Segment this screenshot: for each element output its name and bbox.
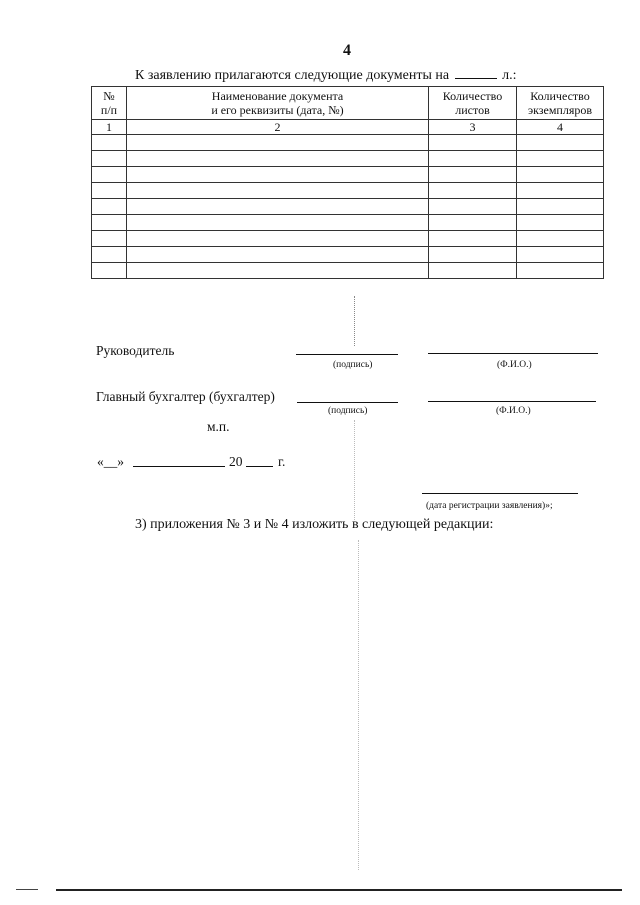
intro-suffix: л.: — [502, 68, 517, 83]
table-row — [92, 183, 604, 199]
accountant-name-line — [428, 401, 596, 402]
header-number — [92, 87, 127, 120]
header-line: Количество — [530, 89, 590, 103]
header-line: № — [103, 89, 115, 103]
table-cell — [517, 215, 604, 231]
documents-table — [91, 86, 604, 279]
table-cell: 1 — [92, 120, 127, 135]
table-cell — [517, 183, 604, 199]
table-cell — [92, 231, 127, 247]
table-cell — [429, 135, 517, 151]
table-row — [92, 231, 604, 247]
table-cell — [127, 263, 429, 279]
table-row — [92, 151, 604, 167]
header-line: п/п — [100, 103, 118, 117]
table-cell — [92, 183, 127, 199]
table-cell — [92, 167, 127, 183]
page-bottom-rule — [56, 889, 622, 891]
scan-artifact — [358, 540, 359, 870]
table-index-row — [92, 120, 604, 135]
table-cell — [517, 199, 604, 215]
header-line: Наименование документа — [211, 89, 344, 103]
accountant-signature-line — [297, 402, 398, 403]
table-row — [92, 135, 604, 151]
table-cell — [127, 215, 429, 231]
header-line: листов — [455, 103, 490, 117]
head-signature-line — [296, 354, 398, 355]
date-year-line — [246, 466, 273, 467]
date-day: «__» — [97, 454, 124, 469]
head-signature-caption: (подпись) — [333, 360, 373, 370]
date-year: 20 — [229, 454, 243, 469]
table-row — [92, 263, 604, 279]
sheets-count-blank — [455, 78, 497, 79]
table-cell — [127, 151, 429, 167]
table-cell — [127, 199, 429, 215]
table-cell — [127, 135, 429, 151]
table-cell — [517, 247, 604, 263]
table-cell: 4 — [517, 120, 604, 135]
table-cell — [92, 247, 127, 263]
table-cell — [517, 151, 604, 167]
table-cell: 2 — [127, 120, 429, 135]
table-cell — [92, 199, 127, 215]
table-cell — [429, 151, 517, 167]
head-label: Руководитель — [96, 343, 175, 358]
registration-date-line — [422, 493, 578, 494]
table-cell — [429, 263, 517, 279]
table-cell — [429, 215, 517, 231]
table-row — [92, 247, 604, 263]
header-copies — [517, 87, 604, 120]
accountant-signature-caption: (подпись) — [328, 406, 368, 416]
table-cell — [429, 183, 517, 199]
table-cell: 3 — [429, 120, 517, 135]
table-cell — [517, 167, 604, 183]
table-row — [92, 215, 604, 231]
head-name-line — [428, 353, 598, 354]
table-cell — [92, 151, 127, 167]
date-month-line — [133, 466, 225, 467]
amendment-text: 3) приложения № 3 и № 4 изложить в следующей редакции: — [135, 517, 494, 532]
table-cell — [517, 135, 604, 151]
table-cell — [429, 231, 517, 247]
table-cell — [92, 135, 127, 151]
table-cell — [517, 263, 604, 279]
table-cell — [92, 263, 127, 279]
header-line: Количество — [442, 89, 503, 103]
table-cell — [429, 199, 517, 215]
header-document-name — [127, 87, 429, 120]
table-row — [92, 167, 604, 183]
accountant-label: Главный бухгалтер (бухгалтер) — [96, 389, 275, 404]
page-bottom-mark — [16, 889, 38, 890]
header-line: экземпляров — [527, 103, 593, 117]
head-name-caption: (Ф.И.О.) — [497, 360, 532, 370]
table-cell — [127, 183, 429, 199]
table-cell — [92, 215, 127, 231]
scan-artifact — [354, 296, 355, 346]
table-header-row — [92, 87, 604, 120]
stamp-place: м.п. — [207, 419, 230, 434]
table-cell — [127, 247, 429, 263]
table-cell — [429, 167, 517, 183]
table-row — [92, 199, 604, 215]
page-number: 4 — [343, 42, 351, 59]
table-cell — [127, 167, 429, 183]
attachments-intro — [135, 68, 516, 84]
scan-artifact — [354, 420, 355, 520]
date-year-suffix: г. — [278, 454, 286, 469]
registration-date-caption: (дата регистрации заявления)»; — [426, 501, 553, 511]
intro-text: К заявлению прилагаются следующие документы на — [135, 68, 450, 83]
table-cell — [127, 231, 429, 247]
header-line: и его реквизиты (дата, №) — [211, 103, 344, 117]
table-cell — [429, 247, 517, 263]
table-cell — [517, 231, 604, 247]
header-sheets — [429, 87, 517, 120]
accountant-name-caption: (Ф.И.О.) — [496, 406, 531, 416]
